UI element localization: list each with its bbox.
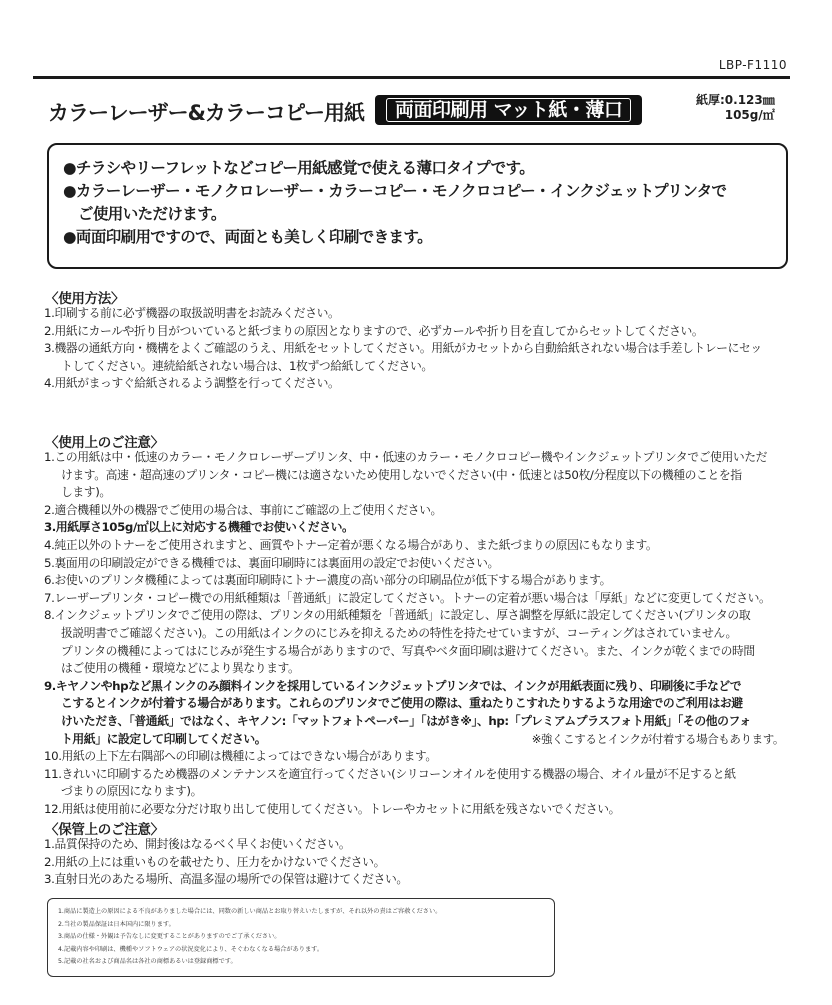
paper-thickness: 紙厚:0.123㎜ <box>696 93 775 107</box>
list-item <box>44 607 794 677</box>
list-item <box>44 340 794 375</box>
list-item-text: 3.直射日光のあたる場所、高温多湿の場所での保管は避けてください。 <box>44 872 408 887</box>
list-item <box>44 871 794 889</box>
list-item-text: 7.レーザープリンタ・コピー機での用紙種類は「普通紙」に設定してください。トナーの定着が悪い場合は「厚紙」などに変更してください。 <box>44 590 771 605</box>
storage-heading: 〈保管上のご注意〉 <box>45 822 164 838</box>
list-item <box>44 555 794 573</box>
list-item-text: 3.機器の通紙方向・機構をよくご確認のうえ、用紙をセットしてください。用紙がカセットから自動給紙されない場合は手差しトレーにセッ <box>44 341 762 356</box>
title-row <box>48 93 790 133</box>
list-item-text-continued: トしてください。連続給紙されない場合は、1枚ずつ給紙してください。 <box>61 358 433 373</box>
list-item-text-continued: けます。高速・超高速のプリンタ・コピー機には適さないため使用しないでください(中・低速とは50枚/分程度以下の機種のことを指 <box>61 467 742 482</box>
list-item-text: 4.純正以外のトナーをご使用されますと、画質やトナー定着が悪くなる場合があり、また紙づまりの原因にもなります。 <box>44 537 658 552</box>
list-item-text: 2.用紙にカールや折り目がついていると紙づまりの原因となりますので、必ずカールや折り目を直してからセットしてください。 <box>44 323 704 338</box>
product-title: カラーレーザー&カラーコピー用紙 <box>48 101 365 125</box>
disclaimer-line: 2.当社の製品保証は日本国内に限ります。 <box>58 920 175 928</box>
list-item-text-continued: ト用紙」に設定して印刷してください。 <box>61 731 267 746</box>
storage-list <box>44 836 794 889</box>
list-item <box>44 801 794 819</box>
list-item-text-continued: プリンタの機種によってはにじみが発生する場合がありますので、写真やベタ面印刷は避けてください。また、インクが乾くまでの時間 <box>61 643 755 658</box>
list-item-text: 3.用紙厚さ105g/㎡以上に対応する機種でお使いください。 <box>44 520 354 535</box>
feature-text: ●両面印刷用ですので、両面とも美しく印刷できます。 <box>63 228 432 246</box>
list-item-text: 1.この用紙は中・低速のカラー・モノクロレーザープリンタ、中・低速のカラー・モノクロコピー機やインクジェットプリンタでご使用いただ <box>44 450 768 464</box>
feature-item <box>63 226 772 249</box>
product-badge <box>375 95 642 125</box>
list-item-text-continued: づまりの原因になります)。 <box>61 784 202 799</box>
paper-spec <box>696 93 775 123</box>
list-item-text-continued: けいただき、「普通紙」ではなく、キヤノン:「マットフォトペーパー」「はがき※」、hp:「プレミアムプラスフォト用紙」「その他のフォ <box>61 713 751 728</box>
list-item-text: 2.用紙の上には重いものを載せたり、圧力をかけないでください。 <box>44 854 385 869</box>
disclaimer-box <box>47 898 555 977</box>
list-item-text-continued: します)。 <box>61 485 111 500</box>
list-item <box>44 766 794 801</box>
list-item-text: 4.用紙がまっすぐ給紙されるよう調整を行ってください。 <box>44 376 340 391</box>
list-item-text: 10.用紙の上下左右隅部への印刷は機種によってはできない場合があります。 <box>44 749 437 764</box>
product-badge-label: 両面印刷用 マット紙・薄口 <box>386 98 631 122</box>
list-item-text: 9.キヤノンやhpなど黒インクのみ顔料インクを採用しているインクジェットプリンタでは、インクが用紙表面に残り、印刷後に手などで <box>44 678 742 693</box>
list-item-note: ※強くこするとインクが付着する場合もあります。 <box>531 731 784 746</box>
list-item-text: 6.お使いのプリンタ機種によっては裏面印刷時にトナー濃度の高い部分の印刷品位が低下する場合があります。 <box>44 573 612 588</box>
feature-box <box>47 143 788 269</box>
list-item <box>44 305 794 323</box>
cautions-heading: 〈使用上のご注意〉 <box>45 435 164 451</box>
list-item-text: 2.適合機種以外の機器でご使用の場合は、事前にご確認の上ご使用ください。 <box>44 502 442 517</box>
header-rule <box>33 76 790 79</box>
disclaimer-line: 5.記載の社名および商品名は各社の商標あるいは登録商標です。 <box>58 958 237 966</box>
feature-text-continued: ご使用いただけます。 <box>78 205 226 223</box>
list-item <box>44 678 794 748</box>
list-item <box>44 572 794 590</box>
list-item-text: 1.印刷する前に必ず機器の取扱説明書をお読みください。 <box>44 306 340 320</box>
list-item-text: 5.裏面用の印刷設定ができる機種では、裏面印刷時には裏面用の設定でお使いください。 <box>44 555 499 570</box>
feature-text: ●チラシやリーフレットなどコピー用紙感覚で使える薄口タイプです。 <box>63 159 535 177</box>
list-item <box>44 375 794 393</box>
list-item <box>44 854 794 872</box>
list-item-text: 12.用紙は使用前に必要な分だけ取り出して使用してください。トレーやカセットに用紙を残さないでください。 <box>44 801 621 816</box>
list-item <box>44 748 794 766</box>
list-item <box>44 502 794 520</box>
usage-list <box>44 305 794 393</box>
feature-text: ●カラーレーザー・モノクロレーザー・カラーコピー・モノクロコピー・インクジェットプリンタで <box>63 182 727 200</box>
list-item <box>44 836 794 854</box>
list-item-text: 1.品質保持のため、開封後はなるべく早くお使いください。 <box>44 837 351 851</box>
list-item-text-continued: 扱説明書でご確認ください)。この用紙はインクのにじみを抑えるための特性を持たせていますが、コーティングはされていません。 <box>61 625 737 640</box>
list-item-text-continued: はご使用の機種・環境などにより異なります。 <box>61 661 300 676</box>
list-item <box>44 323 794 341</box>
list-item-text: 11.きれいに印刷するため機器のメンテナンスを適宜行ってください(シリコーンオイルを使用する機器の場合、オイル量が不足すると紙 <box>44 766 736 781</box>
list-item <box>44 449 794 502</box>
model-number: LBP-F1110 <box>718 58 787 72</box>
feature-item <box>63 180 772 226</box>
list-item-text: 8.インクジェットプリンタでご使用の際は、プリンタの用紙種類を「普通紙」に設定し、厚さ調整を厚紙に設定してください(プリンタの取 <box>44 608 751 623</box>
list-item <box>44 590 794 608</box>
feature-item <box>63 157 772 180</box>
list-item <box>44 519 794 537</box>
cautions-list <box>44 449 794 818</box>
disclaimer-line: 3.商品の仕様・外観は予告なしに変更することがありますのでご了承ください。 <box>58 933 281 941</box>
disclaimer-line: 4.記載内容や印刷は、機種やソフトウェアの状況変化により、そぐわなくなる場合があります。 <box>58 945 324 953</box>
list-item-text-continued: こするとインクが付着する場合があります。これらのプリンタでご使用の際は、重ねたりこすれたりするような用途でのご利用はお避 <box>61 696 743 711</box>
disclaimer-line: 1.商品に製造上の原因による不良がありました場合には、同数の新しい商品とお取り替えいたしますが、それ以外の責はご容赦ください。 <box>58 908 442 915</box>
paper-weight: 105g/㎡ <box>724 108 775 122</box>
list-item <box>44 537 794 555</box>
usage-heading: 〈使用方法〉 <box>45 291 125 307</box>
